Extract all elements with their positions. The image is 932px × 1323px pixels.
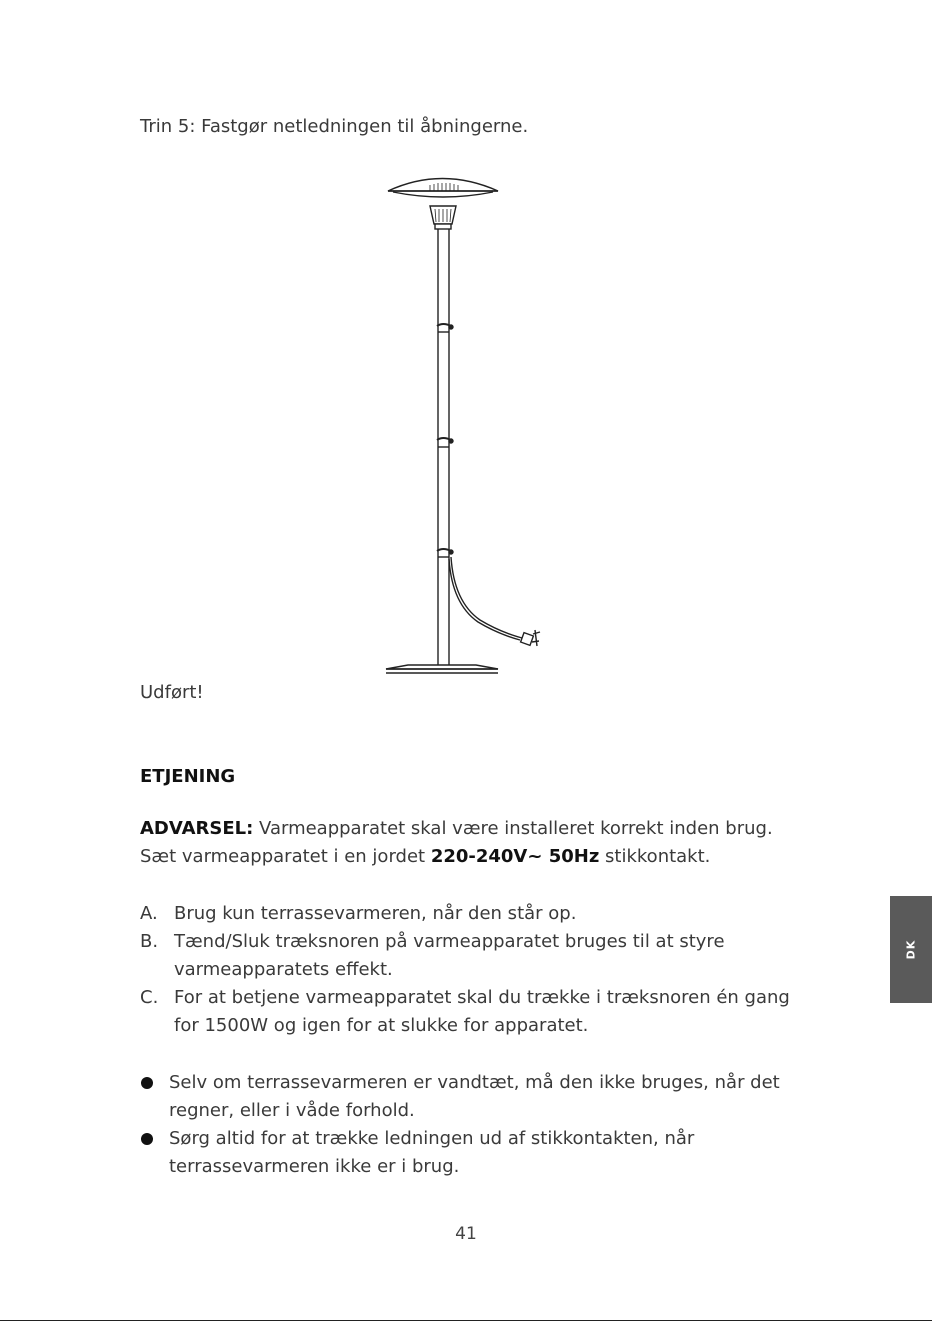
list-item-a-line-1: Brug kun terrassevarmeren, når den står op.	[174, 903, 577, 924]
warning-text: Varmeapparatet skal være installeret korrekt inden brug.	[253, 818, 773, 839]
warning-label: ADVARSEL:	[140, 818, 254, 839]
section-heading: ETJENING	[140, 766, 236, 787]
bullet-2-line-1: Sørg altid for at trække ledningen ud af stikkontakten, når	[169, 1128, 695, 1149]
list-item-c-line-2: for 1500W og igen for at slukke for apparatet.	[174, 1015, 589, 1036]
bottom-rule	[0, 1320, 932, 1321]
bullet-1-line-1: Selv om terrassevarmeren er vandtæt, må den ikke bruges, når det	[169, 1072, 780, 1093]
list-item-b-line-1: Tænd/Sluk træksnoren på varmeapparatet bruges til at styre	[174, 931, 725, 952]
bullet-1-line-2: regner, eller i våde forhold.	[169, 1100, 415, 1121]
warning-line-1	[140, 818, 773, 839]
bullet-icon	[141, 1133, 153, 1145]
language-tab	[890, 896, 932, 1003]
voltage-spec: 220-240V~ 50Hz	[430, 846, 600, 867]
bullet-icon	[141, 1077, 153, 1089]
list-item-b-line-2: varmeapparatets effekt.	[174, 959, 393, 980]
list-item-c-line-1: For at betjene varmeapparatet skal du trække i træksnoren én gang	[174, 987, 790, 1008]
warning-line2-start: Sæt varmeapparatet i en jordet	[140, 846, 431, 867]
bullet-2-line-2: terrassevarmeren ikke er i brug.	[169, 1156, 460, 1177]
list-letter-c: C.	[140, 987, 159, 1008]
step5-instruction: Trin 5: Fastgør netledningen til åbningerne.	[140, 116, 529, 137]
warning-line-2	[140, 846, 710, 867]
page-number: 41	[455, 1224, 477, 1244]
language-tab-label: DK	[904, 939, 918, 960]
list-letter-a: A.	[140, 903, 158, 924]
done-text: Udført!	[140, 682, 204, 703]
warning-line2-end: stikkontakt.	[599, 846, 711, 867]
list-letter-b: B.	[140, 931, 159, 952]
patio-heater-illustration	[380, 172, 560, 678]
